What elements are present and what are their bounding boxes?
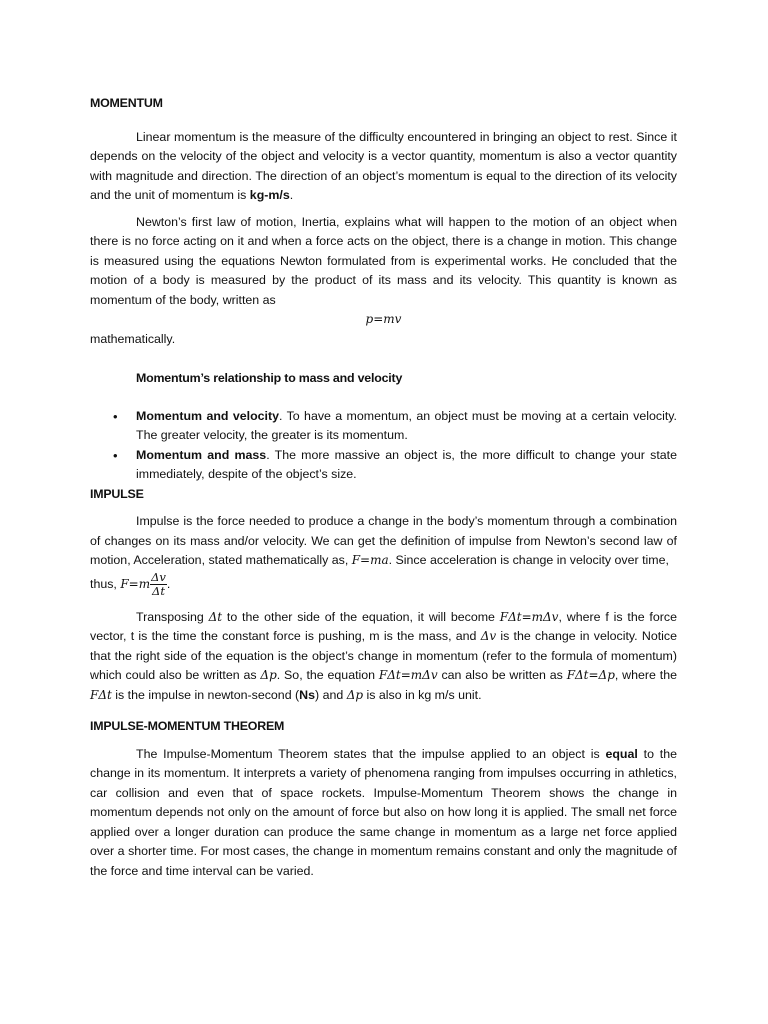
momentum-bullet-list	[110, 407, 677, 485]
momentum-paragraph-1	[90, 128, 677, 206]
text-run: . So, the equation	[276, 668, 379, 682]
momentum-p1-text: Linear momentum is the measure of the difficulty encountered in bringing an object to rest. Since it depends on the velocity of the object and velocity is a vector quantity, momentum is also a vector quantity with magnitude and direction. The direction of an object’s momentum is equal to the direction of its velocity and the unit of momentum is	[90, 129, 677, 202]
math-delta-t: Δt	[208, 609, 223, 624]
math-equation-3: FΔt=Δp	[566, 668, 615, 682]
document-body	[90, 94, 677, 881]
math-delta-p: Δp	[260, 668, 277, 682]
text-run: is the change in velocity. Notice that the right side of the equation is the object’s change in momentum (refer to the formula of momentum) which could also be written as	[90, 629, 677, 682]
impulse-p1-text-2: . Since acceleration is change in velocity over time,	[388, 553, 669, 567]
math-equation-2: FΔt=mΔv	[378, 668, 438, 682]
momentum-paragraph-2: Newton’s first law of motion, Inertia, explains what will happen to the motion of an object when there is no force acting on it and when a force acts on the object, there is a change in motion. This change is measured using the equations Newton formulated from is experimental works. He concluded that the motion of a body is measured by the product of its mass and its velocity. This quantity is known as momentum of the body, written as	[90, 214, 677, 307]
unit-ns: Ns	[299, 687, 316, 702]
bullet-icon: •	[113, 408, 118, 424]
momentum-after-equation: mathematically.	[90, 331, 176, 346]
impulse-heading: IMPULSE	[90, 486, 144, 501]
theorem-paragraph	[90, 745, 677, 882]
text-run: ) and	[315, 687, 347, 702]
text-run: to the other side of the equation, it will become	[222, 609, 500, 624]
text-run: The Impulse-Momentum Theorem states that the impulse applied to an object is	[136, 746, 606, 761]
fraction-lhs: F=m	[120, 576, 151, 591]
impulse-paragraph-1	[90, 512, 677, 571]
bullet-icon: •	[113, 447, 118, 463]
text-run: can also be written as	[437, 668, 567, 682]
fraction-denominator: Δt	[152, 583, 165, 598]
impulse-p1-text: Impulse is the force needed to produce a change in the body’s momentum through a combination of changes on its mass and/or velocity. We can get the definition of impulse from Newton’s second law of motion, Acceleration, stated mathematically as,	[90, 514, 677, 567]
math-delta-p-2: Δp	[346, 687, 364, 702]
momentum-p1-end: .	[289, 188, 294, 202]
math-f-delta-t: FΔt	[90, 687, 112, 702]
bullet-term: Momentum and mass	[136, 447, 267, 462]
momentum-heading: MOMENTUM	[90, 96, 163, 110]
fraction-numerator: Δv	[151, 569, 166, 584]
impulse-paragraph-2	[90, 608, 677, 706]
thus-label: thus,	[90, 576, 121, 591]
fraction-end: .	[166, 576, 171, 591]
math-equation-1: FΔt=mΔv	[499, 609, 559, 624]
text-run: , where the	[614, 668, 677, 682]
momentum-subheading: Momentum’s relationship to mass and velocity	[136, 371, 403, 385]
text-run: , where f is the force vector, t is the time the constant force is pushing, m is the mass, and	[90, 609, 677, 643]
theorem-heading: IMPULSE-MOMENTUM THEOREM	[90, 719, 285, 733]
emphasis-equal: equal	[605, 746, 638, 761]
list-item	[110, 407, 677, 446]
math-delta-v: Δv	[480, 629, 497, 643]
bullet-text: . The more massive an object is, the more difficult to change your state immediately, despite of the object’s size.	[136, 447, 677, 481]
text-run: Transposing	[136, 609, 209, 624]
momentum-equation: p=mv	[365, 312, 402, 326]
equation-fma: F=ma	[351, 553, 389, 567]
text-run: is also in kg m/s unit.	[363, 687, 482, 702]
list-item	[110, 446, 677, 485]
fraction-dv-dt	[150, 571, 167, 598]
bullet-text: . To have a momentum, an object must be moving at a certain velocity. The greater velocity, the greater is its momentum.	[136, 408, 677, 442]
momentum-unit: kg-m/s	[249, 188, 290, 202]
text-run: is the impulse in newton-second (	[111, 687, 300, 702]
bullet-term: Momentum and velocity	[136, 408, 279, 423]
impulse-fraction-line	[90, 571, 677, 598]
text-run: to the change in its momentum. It interprets a variety of phenomena ranging from impulses occurring in athletics, car collision and even that of space rockets. Impulse-Momentum Theorem shows the change in momentum depends not only on the amount of force but also on how long it is applied. The small net force applied over a longer duration can produce the same change in momentum as a large net force applied over a shorter time. For most cases, the change in momentum remains constant and only the magnitude of the force and time interval can be varied.	[90, 746, 677, 878]
